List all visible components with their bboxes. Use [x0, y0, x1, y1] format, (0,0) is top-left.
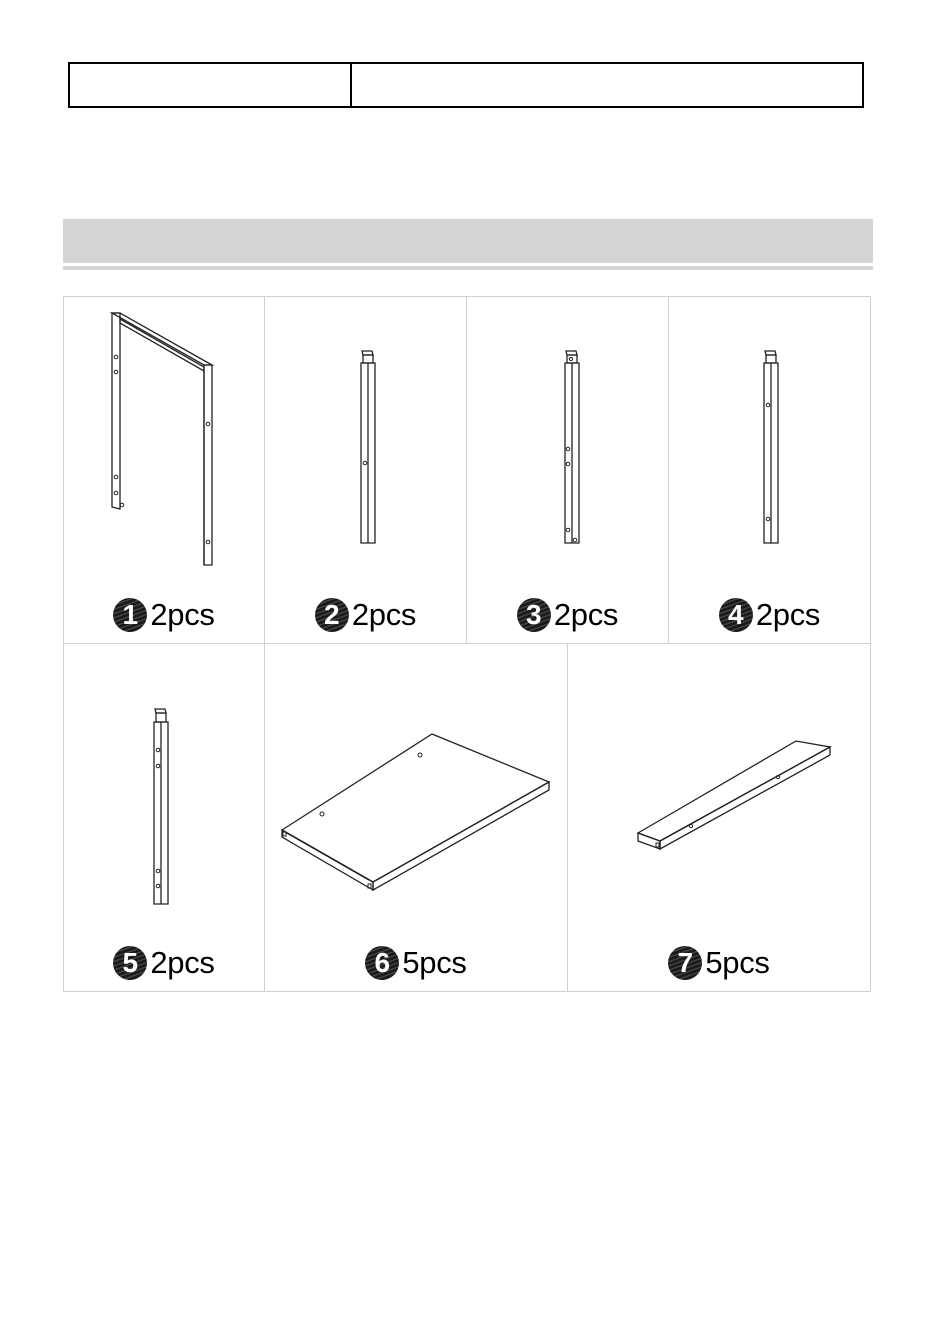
- part-cell-4: [668, 296, 871, 644]
- part-label-6: [265, 945, 567, 981]
- parts-grid: [63, 296, 871, 992]
- part-number-badge: 6: [365, 946, 399, 980]
- part-quantity: 2pcs: [351, 597, 417, 632]
- part-cell-5: [63, 643, 265, 992]
- shelf-panel-icon: [265, 644, 569, 993]
- part-number-badge: 3: [517, 598, 551, 632]
- part-cell-1: [63, 296, 265, 644]
- part-number-badge: 4: [719, 598, 753, 632]
- header-cell-right: [352, 64, 862, 106]
- section-divider: [63, 266, 873, 270]
- part-quantity: 2pcs: [755, 597, 821, 632]
- header-table: [68, 62, 864, 108]
- section-header-band: [63, 219, 873, 263]
- post-icon: [467, 297, 670, 645]
- post-icon: [265, 297, 468, 645]
- part-number-badge: 1: [113, 598, 147, 632]
- part-label-4: [669, 597, 870, 633]
- part-quantity: 2pcs: [150, 597, 215, 632]
- part-cell-2: [264, 296, 467, 644]
- part-quantity: 2pcs: [150, 945, 215, 980]
- part-number-badge: 7: [668, 946, 702, 980]
- post-icon: [669, 297, 872, 645]
- part-quantity: 5pcs: [705, 945, 770, 980]
- part-cell-7: [567, 643, 871, 992]
- part-label-1: [64, 597, 264, 633]
- part-label-5: [64, 945, 264, 981]
- u-frame-icon: [64, 297, 266, 645]
- part-label-3: [467, 597, 668, 633]
- part-quantity: 5pcs: [402, 945, 467, 980]
- post-icon: [64, 644, 266, 993]
- part-cell-6: [264, 643, 568, 992]
- part-cell-3: [466, 296, 669, 644]
- support-bar-icon: [568, 644, 872, 993]
- part-number-badge: 5: [113, 946, 147, 980]
- part-quantity: 2pcs: [553, 597, 619, 632]
- part-number-badge: 2: [315, 598, 349, 632]
- part-label-7: [568, 945, 870, 981]
- part-label-2: [265, 597, 466, 633]
- header-cell-left: [70, 64, 352, 106]
